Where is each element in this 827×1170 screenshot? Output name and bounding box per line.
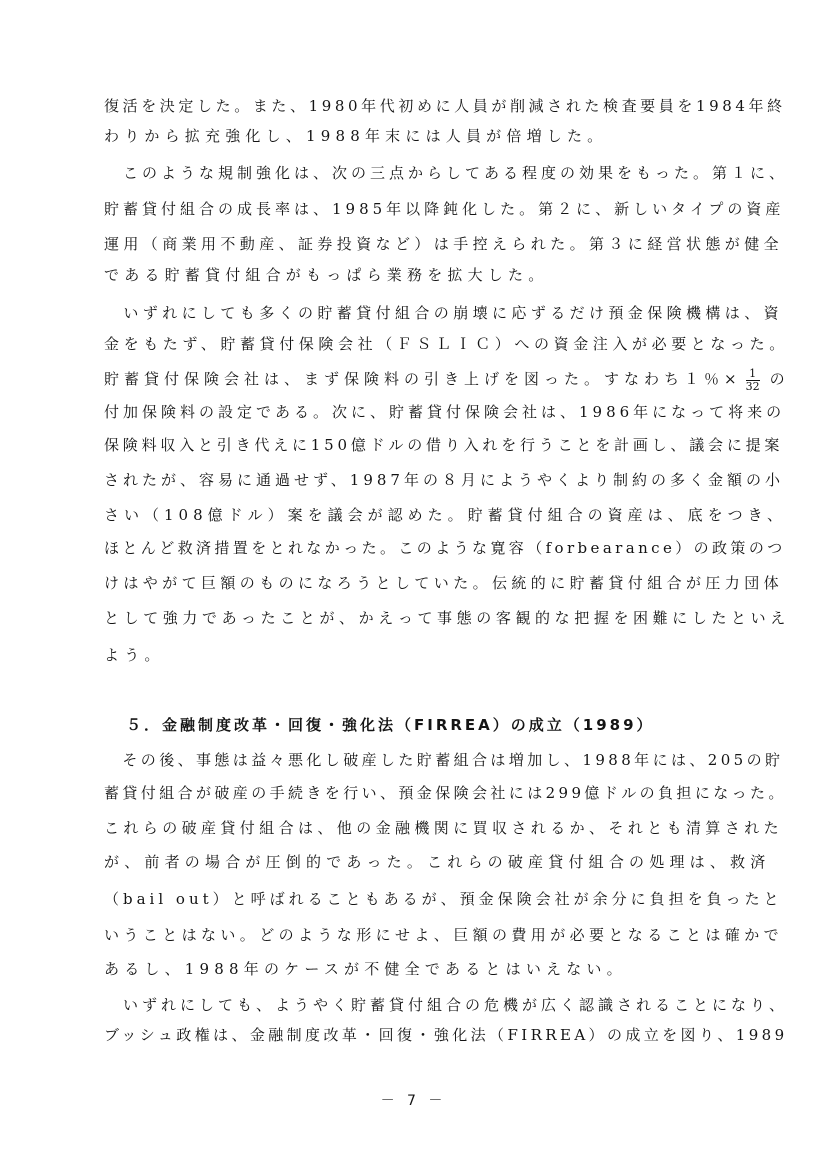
body-line: 運用（商業用不動産、証券投資など）は手控えられた。第３に経営状態が健全 [104,235,784,253]
body-line: わりから拡充強化し、1988年末には人員が倍増した。 [104,127,608,145]
body-line: さい（108億ドル）案を議会が認めた。貯蓄貸付組合の資産は、底をつき、 [104,506,788,524]
body-line: 付加保険料の設定である。次に、貯蓄貸付保険会社は、1986年になって将来の [104,403,786,421]
body-line: このような規制強化は、次の三点からしてある程度の効果をもった。第１に、 [104,164,789,182]
body-line: いずれにしても多くの貯蓄貸付組合の崩壊に応ずるだけ預金保険機構は、資 [104,304,784,322]
body-line: ほとんど救済措置をとれなかった。このような寛容（forbearance）の政策のつ [104,539,786,557]
body-line: が、前者の場合が圧倒的であった。これらの破産貸付組合の処理は、救済 [104,853,771,871]
body-line: 蓄貸付組合が破産の手続きを行い、預金保険会社には299億ドルの負担になった。 [104,784,787,802]
body-line: あるし、1988年のケースが不健全であるとはいえない。 [104,960,627,978]
body-line: いずれにしても、ようやく貯蓄貸付組合の危機が広く認識されることになり、 [104,996,789,1014]
body-line: けはやがて巨額のものになろうとしていた。伝統的に貯蓄貸付組合が圧力団体 [104,574,784,592]
formula-text-after: の [769,370,790,388]
fraction-denominator: 32 [745,379,760,393]
body-line: よう。 [104,646,165,664]
body-line: 保険料収入と引き代えに150億ドルの借り入れを行うことを計画し、議会に提案 [104,436,784,454]
body-line: 復活を決定した。また、1980年代初めに人員が削減された検査要員を1984年終 [104,97,786,115]
body-line: いうことはない。どのような形にせよ、巨額の費用が必要となることは確かで [104,926,784,944]
body-line: である貯蓄貸付組合がもっぱら業務を拡大した。 [104,266,549,284]
body-line: 貯蓄貸付組合の成長率は、1985年以降鈍化した。第２に、新しいタイプの資産 [104,200,785,218]
body-line: これらの破産貸付組合は、他の金融機関に買収されるか、それとも清算された [104,819,784,837]
body-line: されたが、容易に通過せず、1987年の８月にようやくより制約の多く金額の小 [104,471,784,489]
body-line: として強力であったことが、かえって事態の客観的な把握を困難にしたといえ [104,609,790,627]
body-line: 金をもたず、貯蓄貸付保険会社（ＦＳＬＩＣ）への資金注入が必要となった。 [104,335,789,353]
fraction [746,368,760,393]
body-line: ブッシュ政権は、金融制度改革・回復・強化法（FIRREA）の成立を図り、1989 [104,1026,788,1044]
section-heading: ５．金融制度改革・回復・強化法（FIRREA）の成立（1989） [126,716,655,734]
page-number: － 7 － [380,1093,447,1109]
body-line: （bail out）と呼ばれることもあるが、預金保険会社が余分に負担を負ったと [104,890,783,908]
formula-text-before: 貯蓄貸付保険会社は、まず保険料の引き上げを図った。すなわち１％× [104,370,742,388]
formula-line [104,364,790,394]
fraction-numerator: 1 [746,368,760,381]
body-line: その後、事態は益々悪化し破産した貯蓄組合は増加し、1988年には、205の貯 [104,751,784,769]
